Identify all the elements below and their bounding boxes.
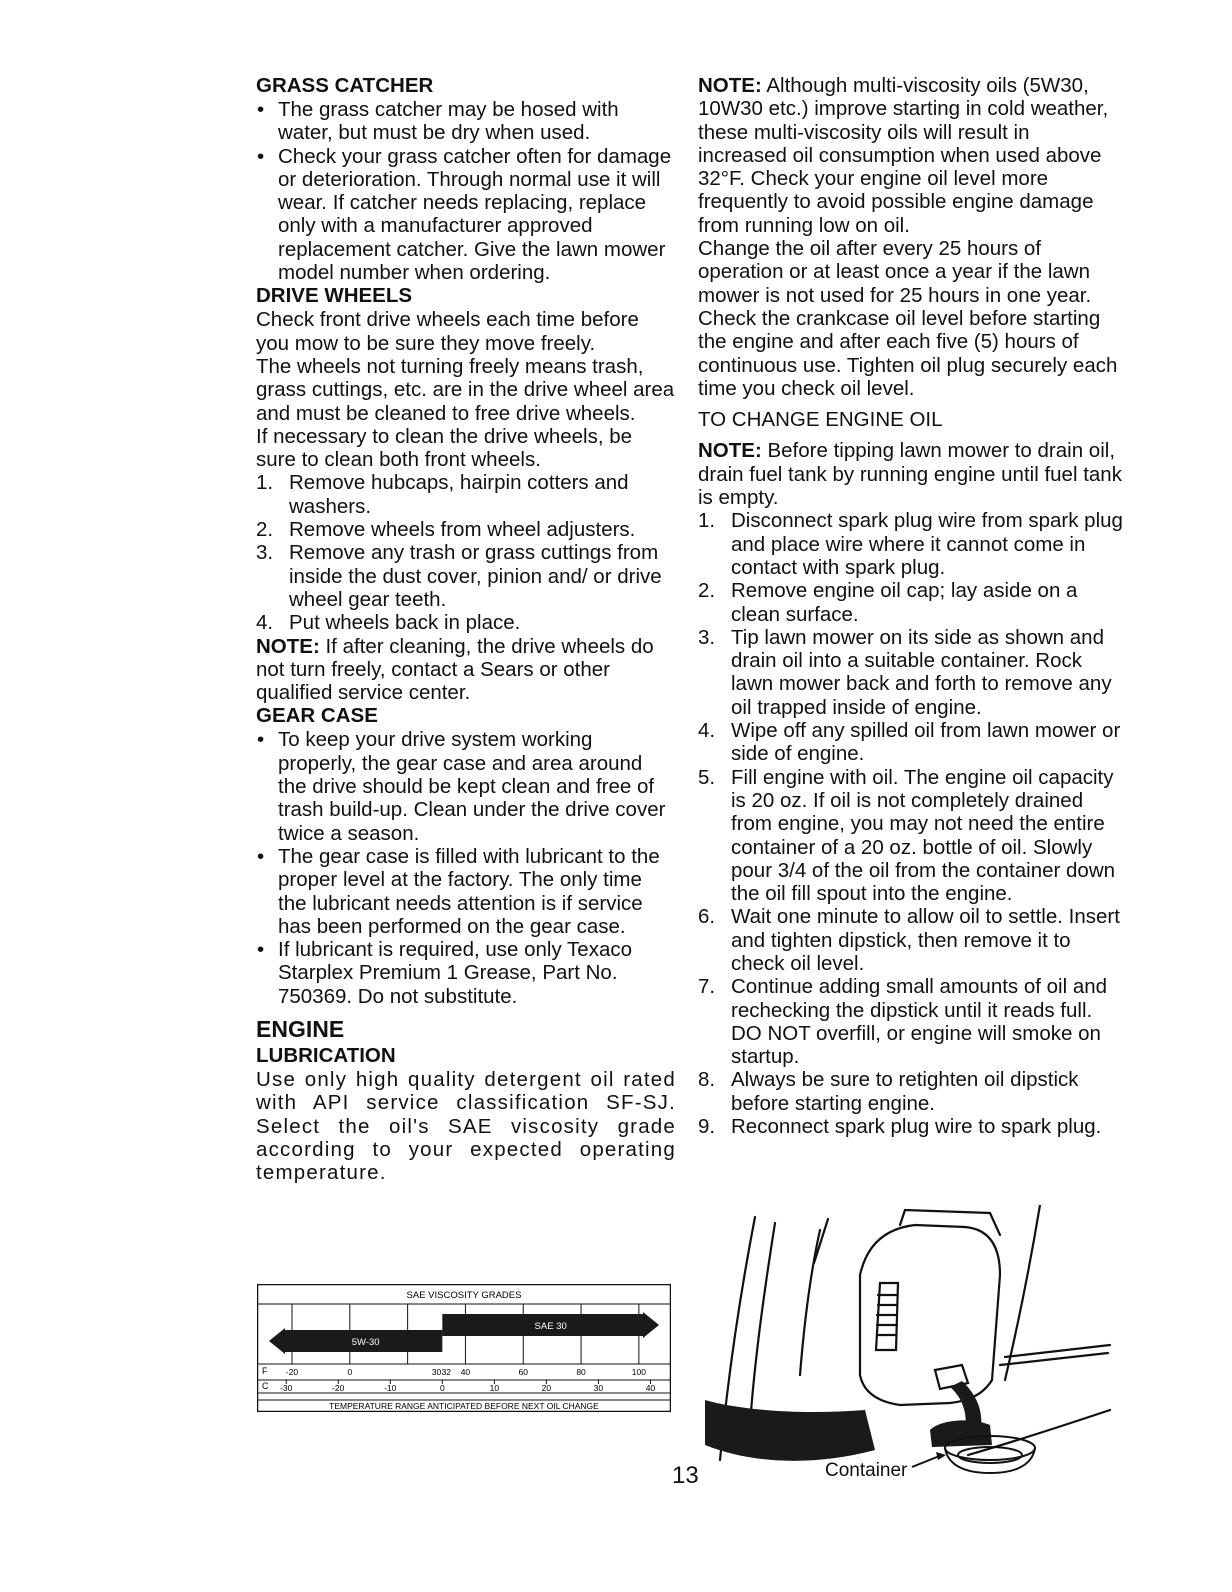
list-item [698,626,1123,719]
c-tick-label: -30 [280,1383,293,1393]
list-item: • The grass catcher may be hosed with water, but must be dry when used. [256,98,676,145]
change-engine-oil-heading: TO CHANGE ENGINE OIL [698,408,943,432]
step-text: Wipe off any spilled oil from lawn mower or side of engine. [731,719,1121,766]
drive-wheels-paragraph: The wheels not turning freely means trash, grass cuttings, etc. are in the drive wheel area and must be cleaned to free drive wheels. [256,354,675,425]
step-number: 5. [698,765,716,789]
tipping-note [698,439,1123,509]
oil-change-steps [698,509,1123,1138]
oil-check-paragraph: Check the crankcase oil level before starting the engine and after each five (5) hours of continuous use. Tighten oil plug securely each time you check oil level. [698,306,1118,400]
f-tick-label: 32 [441,1367,452,1377]
oil-draining-illustration-icon [700,1205,1120,1490]
note-label: NOTE: [256,634,320,658]
c-tick-label: 30 [593,1383,604,1393]
chart-footer: TEMPERATURE RANGE ANTICIPATED BEFORE NEXT OIL CHANGE [329,1401,599,1411]
c-tick-label: -20 [332,1383,345,1393]
step-number: 8. [698,1068,716,1092]
celsius-label: C [262,1381,269,1391]
list-item [698,975,1123,1068]
f-tick-label: 60 [518,1367,528,1377]
step-number: 1. [256,471,274,495]
drive-wheels-note [256,635,676,705]
note-label: NOTE: [698,439,762,463]
page-number: 13 [672,1462,699,1489]
step-number: 3. [698,625,716,649]
step-text: Remove hubcaps, hairpin cotters and washers. [289,471,629,518]
note-text: If after cleaning, the drive wheels do not turn freely, contact a Sears or other qualified service center. [256,634,654,705]
step-text: Remove wheels from wheel adjusters. [289,518,636,542]
list-item [698,719,1123,766]
left-column [256,74,676,1184]
list-item [698,579,1123,626]
oil-change-interval-paragraph: Change the oil after every 25 hours of operation or at least once a year if the lawn mower is not used for 25 hours in one year. [698,237,1092,307]
f-tick-label: 80 [576,1367,586,1377]
lubrication-paragraph: Use only high quality detergent oil rated with API service classification SF-SJ. Select the oil's SAE viscosity grade according to your expected operating temperature. [256,1067,676,1185]
note-label: NOTE: [698,74,762,97]
list-item [698,766,1123,906]
step-text: Tip lawn mower on its side as shown and drain oil into a suitable container. Rock lawn mower back and forth to remove any oil trapped inside of engine. [731,625,1112,719]
note-text: Although multi-viscosity oils (5W30, 10W30 etc.) improve starting in cold weather, these multi-viscosity oils will result in increased oil consumption when used above 32°F. Check your engine oil level more frequently to avoid possible engine damage from running low on oil. [698,74,1109,237]
step-text: Disconnect spark plug wire from spark plug and place wire where it cannot come in contact with spark plug. [731,509,1123,579]
drive-wheels-steps [256,471,676,634]
list-item: • If lubricant is required, use only Texaco Starplex Premium 1 Grease, Part No. 750369. Do not substitute. [256,938,676,1008]
list-item [256,471,676,518]
step-number: 1. [698,509,716,533]
multi-viscosity-note [698,74,1123,237]
list-item: • To keep your drive system working properly, the gear case and area around the drive should be kept clean and free of trash build-up. Clean under the drive cover twice a season. [256,728,676,844]
drive-wheels-heading: DRIVE WHEELS [256,284,413,308]
list-item: • Check your grass catcher often for damage or deterioration. Through normal use it will wear. If catcher needs replacing, replace only with a manufacturer approved replacement catcher. Give the lawn mower model number when ordering. [256,145,676,285]
c-tick-label: 10 [489,1383,500,1393]
step-text: Always be sure to retighten oil dipstick before starting engine. [731,1068,1079,1115]
drive-wheels-paragraph: Check front drive wheels each time before you mow to be sure they move freely. [256,308,639,355]
step-number: 7. [698,975,716,999]
list-item [256,611,676,634]
list-item [256,541,676,611]
f-tick-label: 100 [631,1367,646,1377]
f-tick-label: -20 [285,1367,299,1377]
c-tick-label: 0 [439,1383,445,1393]
fahrenheit-label: F [262,1366,268,1376]
grass-catcher-list [256,98,676,284]
c-tick-label: 20 [541,1383,552,1393]
sae-viscosity-chart [257,1284,671,1412]
list-item [698,509,1123,579]
drive-wheels-paragraph: If necessary to clean the drive wheels, be sure to clean both front wheels. [256,424,633,472]
note-text: Before tipping lawn mower to drain oil, drain fuel tank by running engine until fuel tank is empty. [698,439,1122,510]
step-number: 2. [698,579,716,603]
chart-title: SAE VISCOSITY GRADES [406,1290,522,1301]
step-text: Fill engine with oil. The engine oil capacity is 20 oz. If oil is not completely drained from engine, you may not need the entire container of a 20 oz. bottle of oil. Slowly pour 3/4 of the oil from the container down the oil fill spout into the engine. [731,765,1116,906]
f-tick-label: 0 [347,1367,353,1377]
grade-label-sae30: SAE 30 [534,1321,567,1332]
step-text: Reconnect spark plug wire to spark plug. [731,1115,1102,1139]
c-tick-label: -10 [384,1383,397,1393]
step-text: Remove engine oil cap; lay aside on a clean surface. [731,579,1078,626]
list-item [698,905,1123,975]
list-item: • The gear case is filled with lubricant to the proper level at the factory. The only time the lubricant needs attention is if service has been performed on the gear case. [256,845,676,938]
step-number: 9. [698,1115,716,1139]
step-number: 6. [698,905,716,929]
step-number: 3. [256,541,274,565]
step-number: 2. [256,518,274,542]
list-item [698,1115,1123,1138]
step-text: Continue adding small amounts of oil and rechecking the dipstick until it reads full. DO NOT overfill, or engine will smoke on startup. [731,975,1108,1069]
grade-label-5w30: 5W-30 [351,1337,380,1348]
step-text: Remove any trash or grass cuttings from inside the dust cover, pinion and/ or drive wheel gear teeth. [289,541,662,611]
lubrication-heading: LUBRICATION [256,1043,396,1067]
f-tick-label: 30 [431,1367,442,1377]
list-item [698,1068,1123,1115]
f-tick-label: 40 [460,1367,471,1377]
step-text: Put wheels back in place. [289,611,521,635]
right-column [698,74,1123,1138]
c-tick-label: 40 [645,1383,656,1393]
step-number: 4. [256,611,274,635]
gear-case-heading: GEAR CASE [256,704,378,728]
engine-heading: ENGINE [256,1015,345,1042]
list-item [256,518,676,541]
grass-catcher-heading: GRASS CATCHER [256,74,434,97]
gear-case-list [256,728,676,1008]
step-text: Wait one minute to allow oil to settle. Insert and tighten dipstick, then remove it to check oil level. [731,905,1120,975]
step-number: 4. [698,719,716,743]
container-label: Container [825,1460,908,1481]
